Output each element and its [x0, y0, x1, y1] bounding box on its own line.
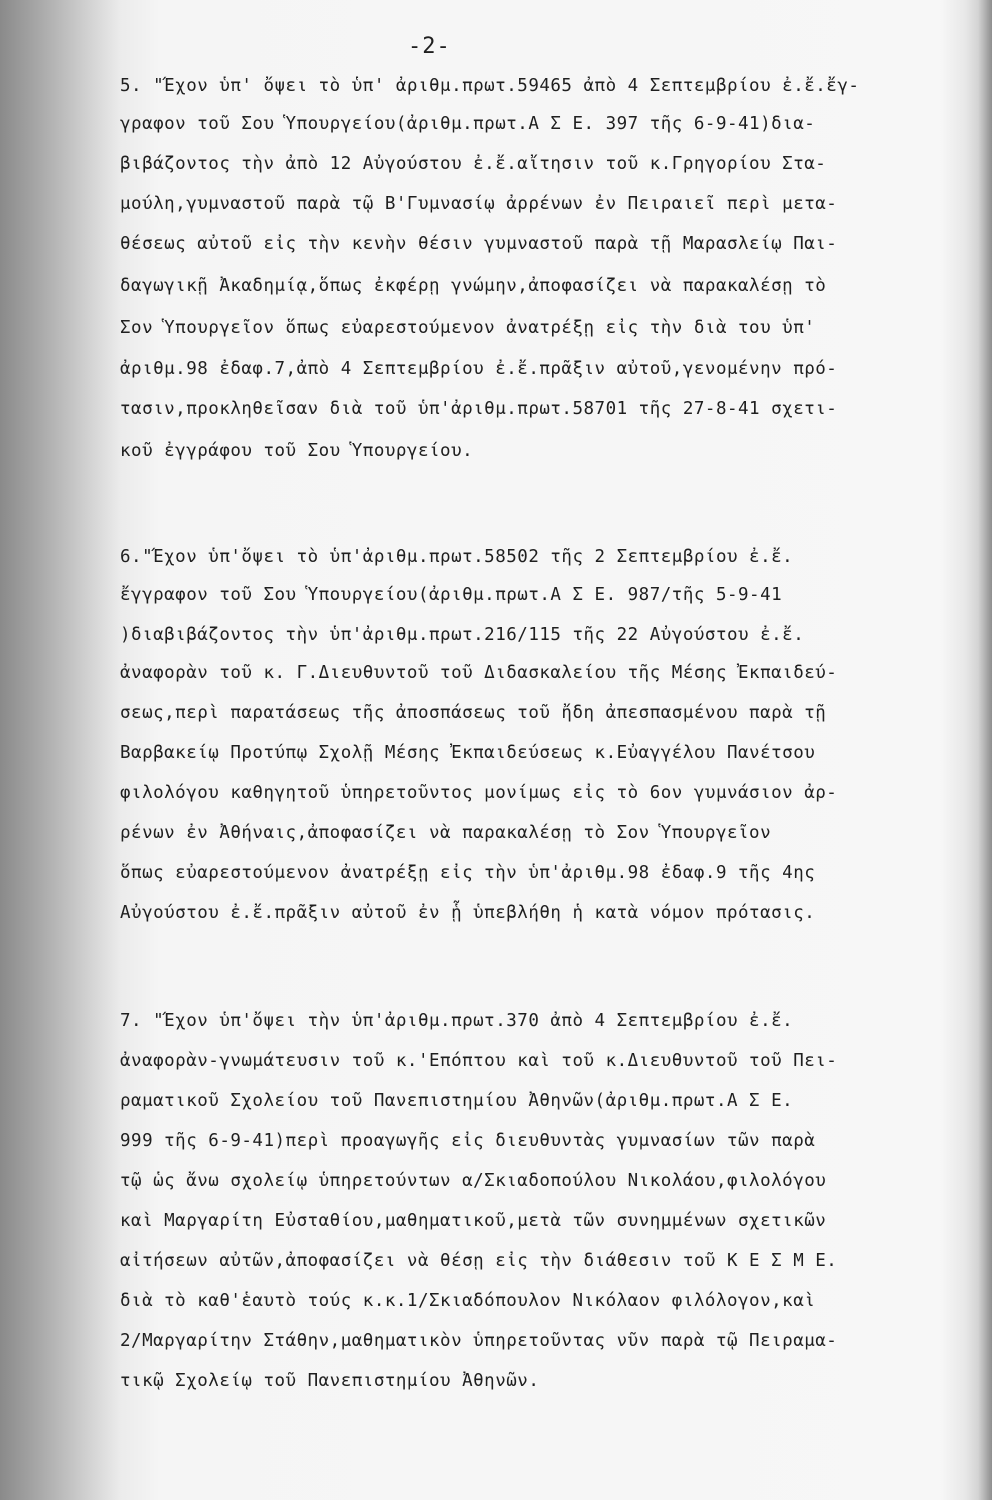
text-line: ἀναφορὰν-γνωμάτευσιν τοῦ κ.'Επόπτου καὶ τοῦ κ.Διευθυντοῦ τοῦ Πει- [120, 1051, 838, 1071]
page-number: -2- [408, 34, 451, 59]
text-line: τῷ ὡς ἄνω σχολείῳ ὑπηρετούντων α/Σκιαδοπούλου Νικολάου,φιλολόγου [120, 1171, 827, 1191]
text-line: διὰ τὸ καθ'ἑαυτὸ τούς κ.κ.1/Σκιαδόπουλον Νικόλαον φιλόλογον,καὶ [120, 1291, 816, 1311]
text-line: ραματικοῦ Σχολείου τοῦ Πανεπιστημίου Ἀθηνῶν(ἀριθμ.πρωτ.Α Σ Ε. [120, 1091, 794, 1111]
page-edge-shadow [978, 0, 992, 1500]
text-line: τικῷ Σχολείῳ τοῦ Πανεπιστημίου Ἀθηνῶν. [120, 1371, 540, 1391]
text-line: τασιν,προκληθεῖσαν διὰ τοῦ ὑπ'ἀριθμ.πρωτ.58701 τῆς 27-8-41 σχετι- [120, 399, 838, 419]
text-line: 5. "Έχον ὑπ' ὄψει τὸ ὑπ' ἀριθμ.πρωτ.59465 ἀπὸ 4 Σεπτεμβρίου ἐ.ἔ.ἔγ- [120, 76, 860, 96]
text-line: 2/Μαργαρίτην Στάθην,μαθηματικὸν ὑπηρετοῦντας νῦν παρὰ τῷ Πειραμα- [120, 1331, 838, 1351]
text-line: 6."Έχον ὑπ'ὄψει τὸ ὑπ'ἀριθμ.πρωτ.58502 τῆς 2 Σεπτεμβρίου ἐ.ἔ. [120, 547, 794, 567]
text-line: αἰτήσεων αὐτῶν,ἀποφασίζει νὰ θέσῃ εἰς τὴν διάθεσιν τοῦ Κ Ε Σ Μ Ε. [120, 1251, 838, 1271]
text-line: μούλη,γυμναστοῦ παρὰ τῷ Β'Γυμνασίῳ ἀρρένων ἐν Πειραιεῖ περὶ μετα- [120, 194, 838, 214]
text-line: δαγωγικῇ Ἀκαδημίᾳ,ὅπως ἐκφέρῃ γνώμην,ἀποφασίζει νὰ παρακαλέσῃ τὸ [120, 276, 827, 296]
text-line: σεως,περὶ παρατάσεως τῆς ἀποσπάσεως τοῦ ἤδη ἀπεσπασμένου παρὰ τῇ [120, 703, 827, 723]
text-line: 999 τῆς 6-9-41)περὶ προαγωγῆς εἰς διευθυντὰς γυμνασίων τῶν παρὰ [120, 1131, 816, 1151]
text-line: γραφον τοῦ Σου Ὑπουργείου(ἀριθμ.πρωτ.Α Σ Ε. 397 τῆς 6-9-41)δια- [120, 114, 816, 134]
text-line: Αὐγούστου ἐ.ἔ.πρᾶξιν αὐτοῦ ἐν ᾗ ὑπεβλήθη ἡ κατὰ νόμον πρότασις. [120, 903, 816, 923]
text-line: ἀριθμ.98 ἐδαφ.7,ἀπὸ 4 Σεπτεμβρίου ἐ.ἔ.πρᾶξιν αὐτοῦ,γενομένην πρό- [120, 359, 838, 379]
text-line: ὅπως εὐαρεστούμενον ἀνατρέξῃ εἰς τὴν ὑπ'ἀριθμ.98 ἐδαφ.9 τῆς 4ης [120, 863, 816, 883]
text-line: Σον Ὑπουργεῖον ὅπως εὐαρεστούμενον ἀνατρέξῃ εἰς τὴν διὰ του ὑπ' [120, 318, 816, 338]
text-line: κοῦ ἐγγράφου τοῦ Σου Ὑπουργείου. [120, 441, 474, 461]
text-line: ρένων ἐν Ἀθήναις,ἀποφασίζει νὰ παρακαλέσῃ τὸ Σον Ὑπουργεῖον [120, 823, 772, 843]
text-line: 7. "Έχον ὑπ'ὄψει τὴν ὑπ'ἀριθμ.πρωτ.370 ἀπὸ 4 Σεπτεμβρίου ἐ.ἔ. [120, 1011, 794, 1031]
text-line: Βαρβακείῳ Προτύπῳ Σχολῇ Μέσης Ἐκπαιδεύσεως κ.Εὐαγγέλου Πανέτσου [120, 743, 816, 763]
text-line: ἀναφορὰν τοῦ κ. Γ.Διευθυντοῦ τοῦ Διδασκαλείου τῆς Μέσης Ἐκπαιδεύ- [120, 663, 838, 683]
text-line: θέσεως αὐτοῦ εἰς τὴν κενὴν θέσιν γυμναστοῦ παρὰ τῇ Μαρασλείῳ Παι- [120, 234, 838, 254]
text-line: φιλολόγου καθηγητοῦ ὑπηρετοῦντος μονίμως εἰς τὸ 6ον γυμνάσιον ἀρ- [120, 783, 838, 803]
text-line: ἔγγραφον τοῦ Σου Ὑπουργείου(ἀριθμ.πρωτ.Α Σ Ε. 987/τῆς 5-9-41 [120, 585, 783, 605]
text-line: καὶ Μαργαρίτη Εὐσταθίου,μαθηματικοῦ,μετὰ τῶν συνημμένων σχετικῶν [120, 1211, 827, 1231]
text-line: βιβάζοντος τὴν ἀπὸ 12 Αὐγούστου ἐ.ἔ.αἴτησιν τοῦ κ.Γρηγορίου Στα- [120, 154, 827, 174]
text-line: )διαβιβάζοντος τὴν ὑπ'ἀριθμ.πρωτ.216/115 τῆς 22 Αὐγούστου ἐ.ἔ. [120, 625, 805, 645]
